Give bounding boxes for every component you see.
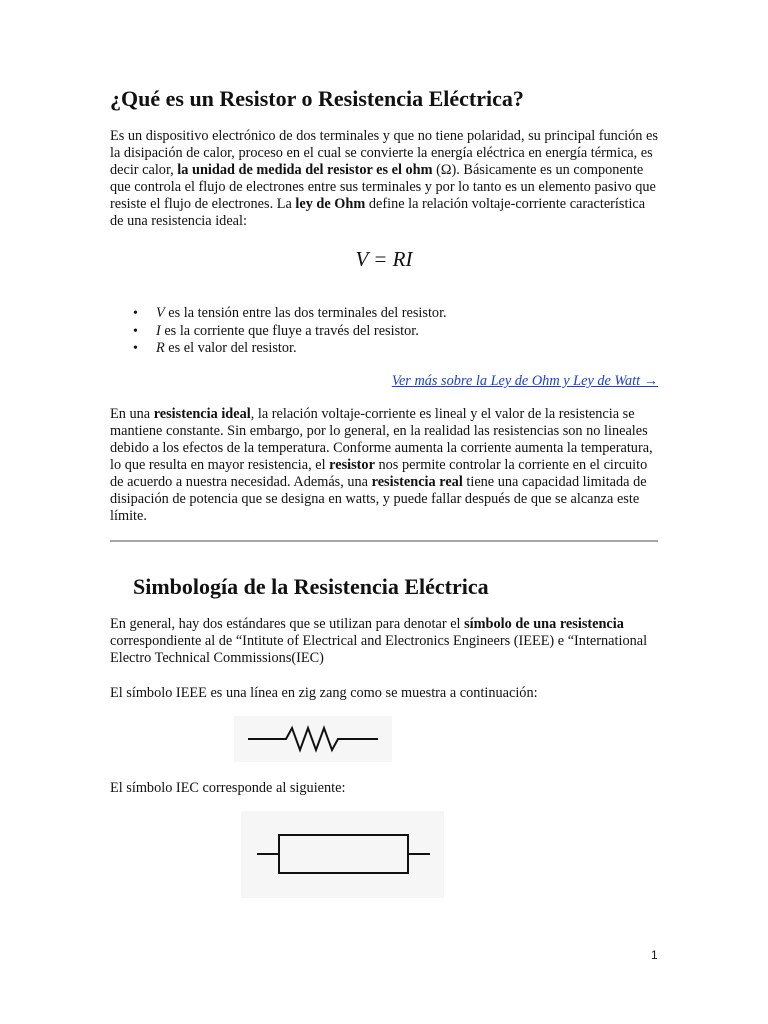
standards-paragraph: En general, hay dos estándares que se utilizan para denotar el símbolo de una resistencia correspondiente al de “Intitute of Electrical and Electronics Engineers (IEEE) e “International Electro Technical Commissions(IEC)	[110, 616, 648, 666]
page-title: ¿Qué es un Resistor o Resistencia Eléctrica?	[110, 86, 524, 111]
section-title: Simbología de la Resistencia Eléctrica	[133, 574, 489, 599]
list-item: • I es la corriente que fluye a través del resistor.	[156, 323, 447, 341]
definitions-list	[110, 305, 447, 358]
section-divider	[110, 540, 658, 542]
ohm-law-formula: V = RI	[355, 247, 413, 271]
iec-resistor-symbol	[241, 811, 444, 898]
iec-paragraph: El símbolo IEC corresponde al siguiente:	[110, 780, 346, 796]
list-item: • R es el valor del resistor.	[156, 340, 447, 358]
list-item: • V es la tensión entre las dos terminales del resistor.	[156, 305, 447, 323]
ohm-watt-link[interactable]: Ver más sobre la Ley de Ohm y Ley de Watt →	[391, 373, 658, 389]
page-number: 1	[651, 948, 658, 962]
ieee-paragraph: El símbolo IEEE es una línea en zig zang como se muestra a continuación:	[110, 685, 538, 701]
intro-paragraph: Es un dispositivo electrónico de dos terminales y que no tiene polaridad, su principal función es la disipación de calor, proceso en el cual se convierte la energía eléctrica en energía térmica, es decir calor, la unidad de medida del resistor es el ohm (Ω). Básicamente es un componente que controla el flujo de electrones entre sus terminales y por lo tanto es un elemento pasivo que resiste el flujo de electrones. La ley de Ohm define la relación voltaje-corriente característica de una resistencia ideal:	[110, 128, 658, 229]
ieee-resistor-symbol	[234, 716, 392, 762]
ideal-resistance-paragraph: En una resistencia ideal, la relación voltaje-corriente es lineal y el valor de la resistencia se mantiene constante. Sin embargo, por lo general, en la realidad las resistencias son no lineales debido a los efectos de la temperatura. Conforme aumenta la corriente aumenta la temperatura, lo que resulta en mayor resistencia, el resistor nos permite controlar la corriente en el circuito de acuerdo a nuestra necesidad. Además, una resistencia real tiene una capacidad limitada de disipación de potencia que se designa en watts, y puede fallar después de que se alcanza este límite.	[110, 406, 653, 524]
